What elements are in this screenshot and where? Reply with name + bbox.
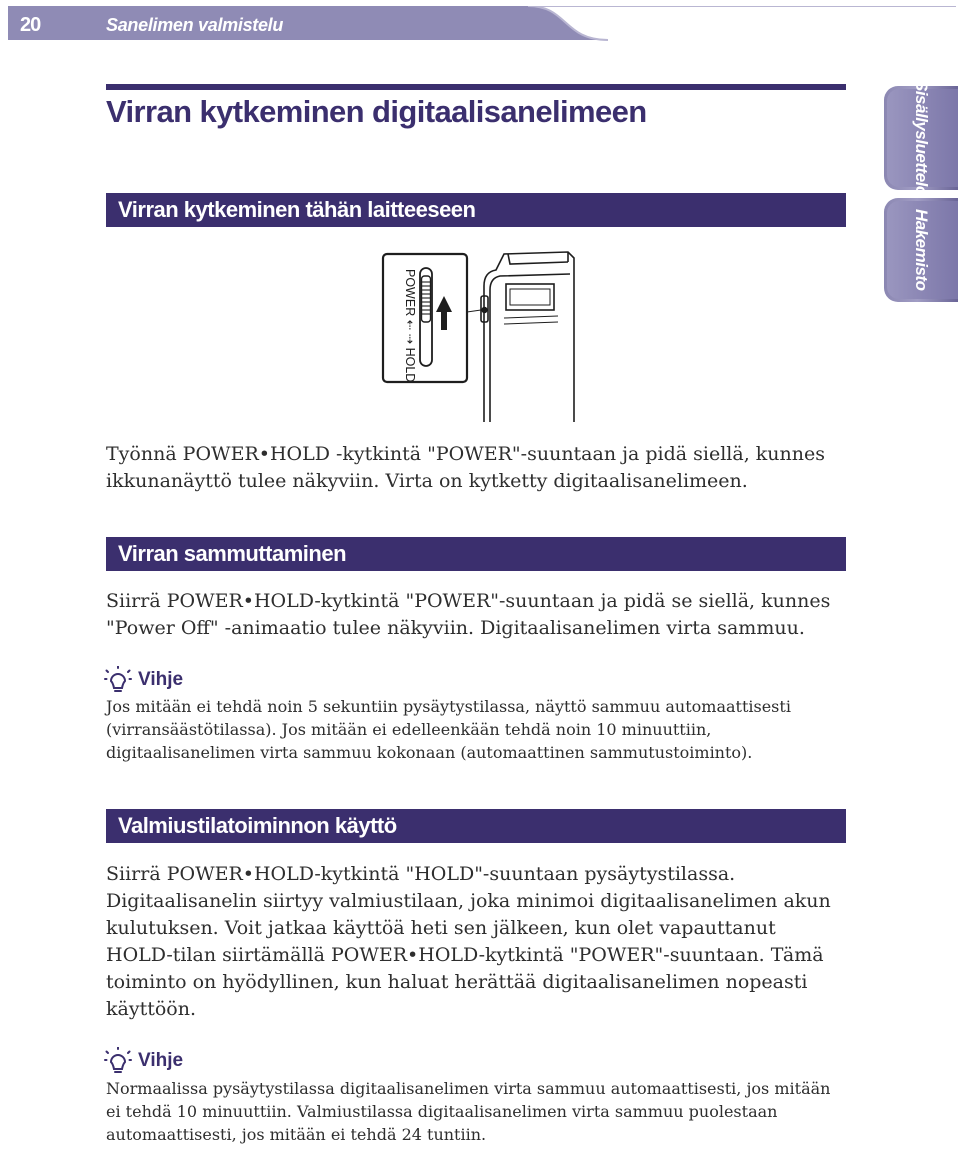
section-heading-standby: Valmiustilatoiminnon käyttö: [106, 809, 846, 843]
tip-text: Jos mitään ei tehdä noin 5 sekuntiin pysäytystilassa, näyttö sammuu automaattisesti (virransäästötilassa). Jos mitään ei edelleenkään tehdä noin 10 minuuttiin, digitaalisanelimen virta sammuu kokonaan (automaattinen sammutustoiminto).: [106, 697, 791, 762]
tab-table-of-contents[interactable]: [884, 80, 958, 196]
switch-label: POWER ⇠ ⇢ HOLD: [403, 269, 417, 383]
lightbulb-icon: [104, 666, 132, 694]
tip-text: Normaalissa pysäytystilassa digitaalisanelimen virta sammuu automaattisesti, jos mitään ei tehdä 10 minuuttiin. Valmiustilassa digitaalisanelimen virta sammuu puolestaan automaattisesti, jos mitään ei tehdä 24 tuntiin.: [106, 1079, 831, 1144]
tip-heading: [104, 1047, 183, 1075]
tab-index-label: Hakemisto: [912, 209, 931, 291]
section-text-standby: Siirrä POWER•HOLD-kytkintä "HOLD"-suuntaan pysäytystilassa. Digitaalisanelin siirtyy valmiustilaan, joka minimoi digitaalisanelimen akun kulutuksen. Voit jatkaa käyttöä heti sen jälkeen, kun olet vapauttanut HOLD-tilan siirtämällä POWER•HOLD-kytkintä "POWER"-suuntaan. Tämä toiminto on hyödyllinen, kun haluat herättää digitaalisanelimen nopeasti käyttöön.: [106, 863, 831, 1020]
tip-heading: [104, 666, 183, 694]
callout-line: [467, 310, 481, 312]
title-rule: [106, 84, 846, 90]
device-outline: [481, 252, 574, 422]
tab-toc-label: Sisällysluettelo: [912, 80, 931, 196]
tab-index[interactable]: [884, 198, 958, 302]
tip-label: Vihje: [138, 669, 184, 690]
section-text-power-off: Siirrä POWER•HOLD-kytkintä "POWER"-suuntaan ja pidä se siellä, kunnes "Power Off" -animaatio tulee näkyviin. Digitaalisanelimen virta sammuu.: [106, 590, 831, 639]
lightbulb-icon: [104, 1047, 132, 1075]
section-heading-power-off: Virran sammuttaminen: [106, 537, 846, 571]
section-header: Sanelimen valmistelu: [106, 15, 284, 35]
section-text-power-on: Työnnä POWER•HOLD -kytkintä "POWER"-suuntaan ja pidä siellä, kunnes ikkunanäyttö tulee näkyviin. Virta on kytketty digitaalisanelimeen.: [106, 443, 825, 492]
section-heading-power-on: Virran kytkeminen tähän laitteeseen: [106, 193, 846, 227]
power-hold-switch-illustration: [380, 250, 580, 422]
tip-label: Vihje: [138, 1050, 184, 1071]
page-number: 20: [20, 14, 41, 36]
page-title: Virran kytkeminen digitaalisanelimeen: [106, 94, 647, 129]
